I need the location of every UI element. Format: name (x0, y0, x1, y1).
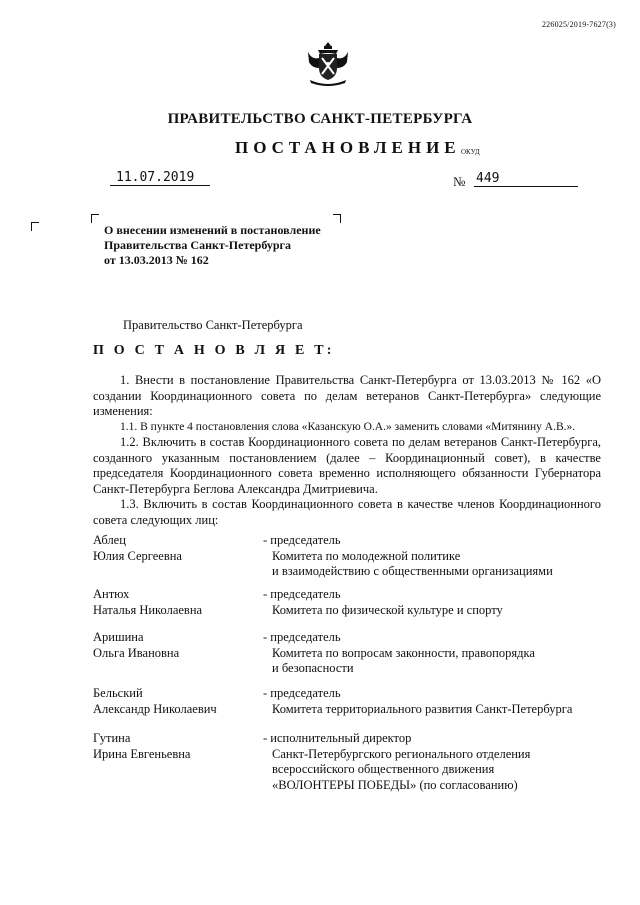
member-surname: Бельский (93, 686, 143, 700)
member-given-name: Наталья Николаевна (93, 602, 203, 617)
member-given-name: Ольга Ивановна (93, 645, 180, 660)
corner-mark (333, 214, 341, 223)
position-line: Комитета территориального развития Санкт-Петербурга (272, 701, 573, 716)
member-surname: Гутина (93, 731, 131, 745)
paragraph-1-3: 1.3. Включить в состав Координационного совета в качестве членов Координационного совета следующих лиц: (93, 497, 601, 527)
position-line: - председатель (263, 630, 341, 644)
position-line: - председатель (263, 587, 341, 601)
position-line: Санкт-Петербургского регионального отделения (272, 746, 531, 761)
coat-of-arms-icon (304, 40, 352, 86)
decree-subject (104, 223, 321, 268)
position-line: - председатель (263, 533, 341, 547)
member-position (263, 686, 623, 717)
resolves-heading: П О С Т А Н О В Л Я Е Т: (93, 343, 335, 358)
decree-date: 11.07.2019 (110, 170, 210, 186)
position-line: Комитета по физической культуре и спорту (272, 602, 503, 617)
member-position (263, 587, 623, 618)
decree-number: 449 (474, 171, 578, 187)
position-line: «ВОЛОНТЕРЫ ПОБЕДЫ» (по согласованию) (272, 777, 518, 792)
member-position (263, 731, 623, 793)
paragraph-1-1: 1.1. В пункте 4 постановления слова «Казанскую О.А.» заменить словами «Митянину А.В.». (120, 420, 576, 433)
government-title: ПРАВИТЕЛЬСТВО САНКТ-ПЕТЕРБУРГА (167, 111, 473, 127)
member-name (93, 731, 263, 762)
member-position (263, 533, 623, 580)
intro-text: Правительство Санкт-Петербурга (123, 318, 303, 332)
member-surname: Аришина (93, 630, 144, 644)
decree-body (93, 373, 601, 528)
corner-mark (31, 222, 39, 231)
corner-mark (91, 214, 99, 223)
paragraph-1: 1. Внести в постановление Правительства Санкт-Петербурга от 13.03.2013 № 162 «О создании Координационного совета по делам ветеранов Санкт-Петербурга» следующие изменения: (93, 373, 601, 418)
member-surname: Антюх (93, 587, 130, 601)
member-position (263, 630, 623, 677)
member-given-name: Александр Николаевич (93, 701, 217, 716)
position-line: Комитета по вопросам законности, правопорядка (272, 645, 535, 660)
position-line: - исполнительный директор (263, 731, 412, 745)
paragraph-1-2: 1.2. Включить в состав Координационного совета по делам ветеранов Санкт-Петербурга, созданного указанным постановлением (далее – Координационный совет), в качестве председателя Координационного совета временно исполняющего обязанности Губернатора Санкт-Петербурга Беглова Александра Дмитриевича. (93, 435, 601, 496)
member-surname: Аблец (93, 533, 126, 547)
position-line: Комитета по молодежной политике (272, 548, 461, 563)
position-line: и безопасности (272, 661, 354, 675)
member-given-name: Ирина Евгеньевна (93, 746, 191, 761)
member-given-name: Юлия Сергеевна (93, 548, 182, 563)
position-line: и взаимодействию с общественными организациями (272, 564, 553, 578)
member-name (93, 587, 263, 618)
decree-title: ПОСТАНОВЛЕНИЕ (235, 138, 461, 157)
member-name (93, 630, 263, 661)
subject-line: Правительства Санкт-Петербурга (104, 238, 292, 252)
member-name (93, 686, 263, 717)
document-number: 226025/2019-7627(3) (541, 20, 616, 29)
subject-line: О внесении изменений в постановление (104, 223, 321, 237)
member-name (93, 533, 263, 564)
okud-label: ОКУД (461, 148, 480, 156)
subject-line: от 13.03.2013 № 162 (104, 253, 209, 267)
position-line: - председатель (263, 686, 341, 700)
position-line: всероссийского общественного движения (272, 762, 495, 776)
number-label: № (453, 174, 466, 189)
